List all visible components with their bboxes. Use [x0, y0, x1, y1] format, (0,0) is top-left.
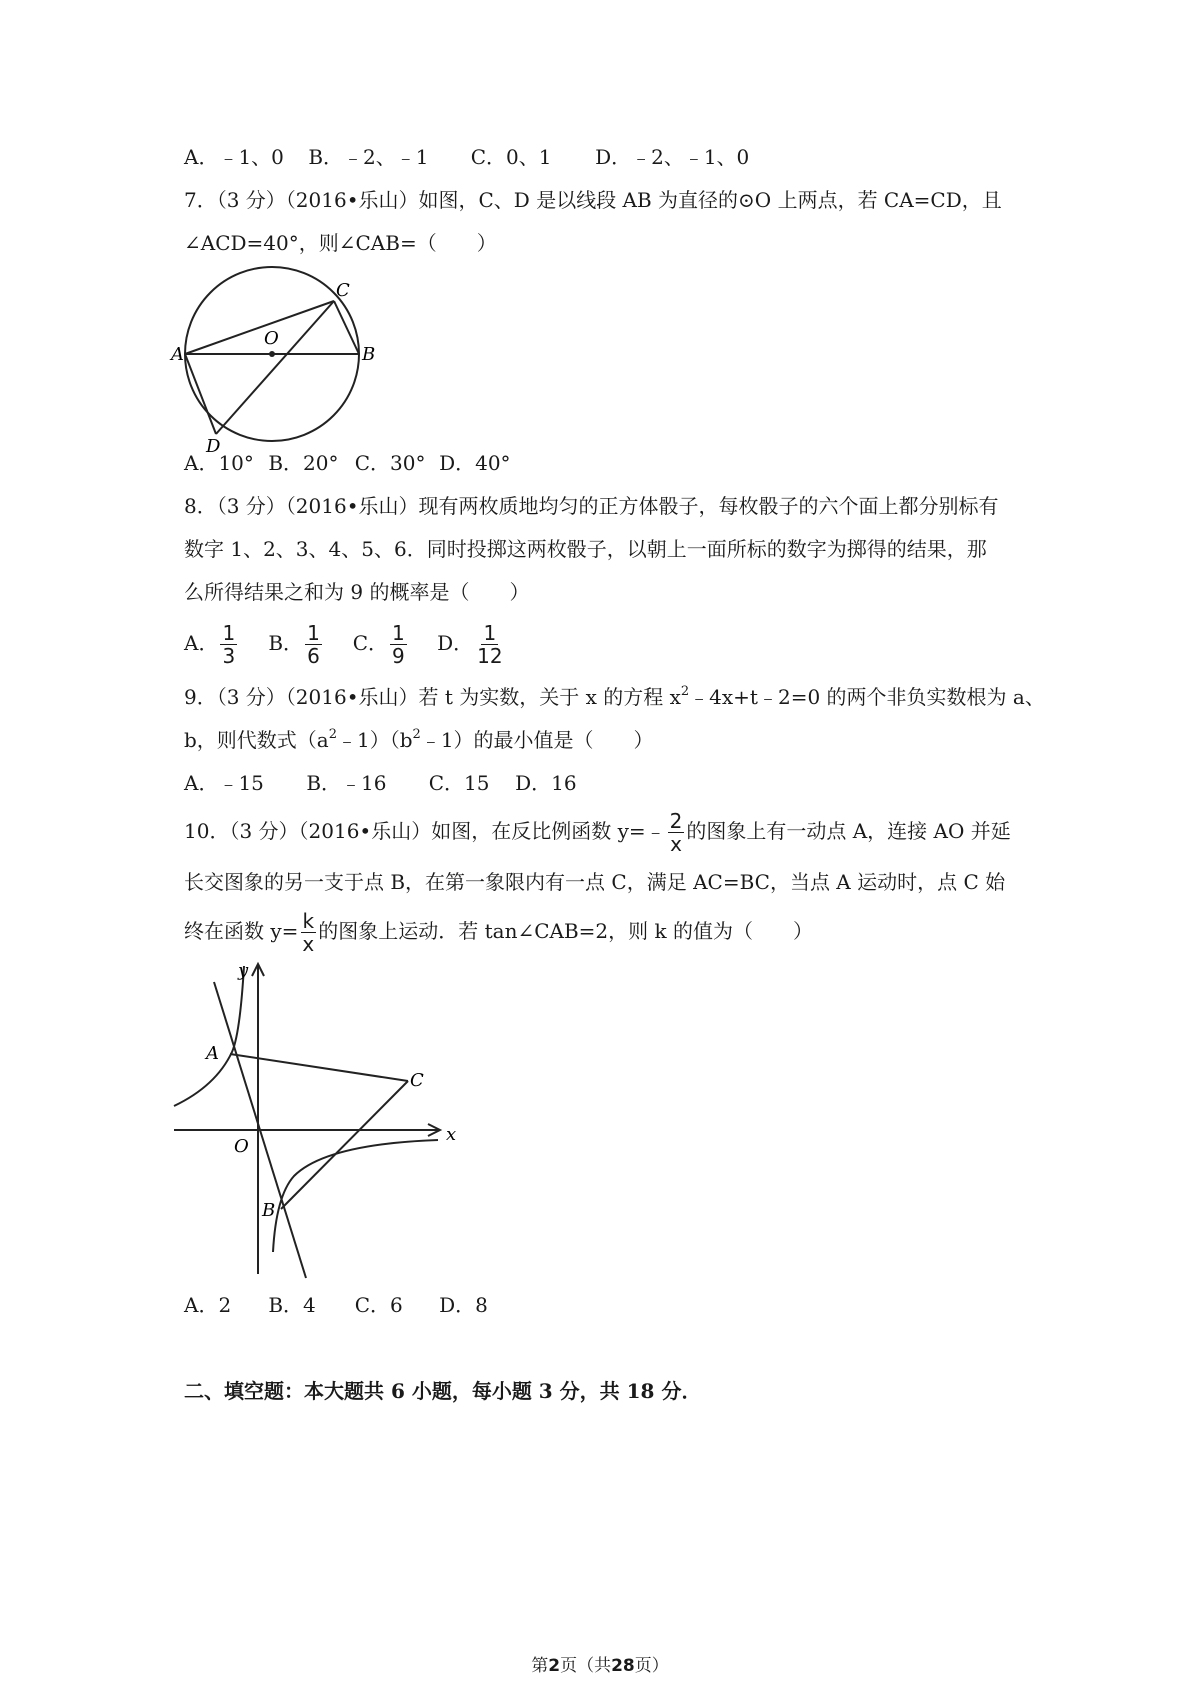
- q9-option-b: B．﹣16: [306, 771, 387, 795]
- q8-options: [184, 620, 507, 667]
- q10-option-c: C．6: [354, 1293, 403, 1317]
- q9-options: [184, 769, 577, 797]
- q10-stem-line1: 10．（3 分）（2016•乐山）如图，在反比例函数 y=﹣ $\frac{2}{x}$ 的图象上有一动点 A，连接 AO 并延: [184, 809, 1011, 856]
- q9-stem-line2: b，则代数式$(a^2﹣1)(b^2﹣1)$的最小值是（ ）: [184, 727, 654, 752]
- q7-stem-line2: ∠ACD=40°，则∠CAB=（ ）: [184, 231, 497, 255]
- q9-stem-line1: 9．（3 分）（2016•乐山）若 t 为实数，关于 x 的方程 $x^2﹣4x+t﹣2=0$ 的两个非负实数根为 a、: [184, 684, 1045, 709]
- q7-options: [184, 449, 511, 477]
- section2-heading: 二、填空题：本大题共 6 小题，每小题 3 分，共 18 分．: [184, 1379, 702, 1403]
- q8-option-c: C． $\frac{1}{9}$: [352, 621, 405, 668]
- q8-stem-line3: 么所得结果之和为 9 的概率是（ ）: [184, 580, 530, 604]
- total-pages: 28: [611, 1656, 635, 1676]
- label-o: O: [234, 1136, 249, 1157]
- q9-option-d: D．16: [515, 771, 577, 795]
- center-point-o: [269, 351, 275, 357]
- q10-stem-line3: 终在函数 y= $\frac{k}{x}$ 的图象上运动．若 tan∠CAB=2，则 k 的值为（ ）: [184, 909, 813, 956]
- q6-option-c: C．0、1: [470, 145, 552, 169]
- q9-option-c: C．15: [428, 771, 490, 795]
- label-b: B: [362, 344, 376, 365]
- q7-stem-line1: 7．（3 分）（2016•乐山）如图，C、D 是以线段 AB 为直径的⊙O 上两点，若 CA=CD，且: [184, 188, 1002, 212]
- segment-bc: [281, 1081, 408, 1209]
- label-a: A: [171, 344, 184, 365]
- page-number: 2: [548, 1656, 561, 1676]
- q9-option-a: A．﹣15: [184, 771, 264, 795]
- label-b: B: [262, 1200, 276, 1221]
- label-d: D: [206, 436, 221, 457]
- curve-neg-lower: [273, 1140, 438, 1252]
- q8-option-d: D． $\frac{1}{12}$: [437, 621, 503, 668]
- label-y: y: [238, 960, 249, 981]
- segment-ac: [230, 1054, 408, 1081]
- q10-option-d: D．8: [439, 1293, 488, 1317]
- q6-option-d: D．﹣2、﹣1、0: [595, 145, 750, 169]
- q10-option-a: A．2: [184, 1293, 232, 1317]
- label-o: O: [264, 328, 279, 349]
- q10-stem-line2: 长交图象的另一支于点 B，在第一象限内有一点 C，满足 AC=BC，当点 A 运动时，点 C 始: [184, 870, 1006, 894]
- label-a: A: [206, 1043, 219, 1064]
- chord-ad: [185, 354, 216, 434]
- q7-option-a: A．10°: [184, 451, 254, 475]
- q7-option-c: C．30°: [354, 451, 426, 475]
- q10-options: [184, 1291, 488, 1319]
- q8-option-b: B． $\frac{1}{6}$: [268, 621, 320, 668]
- page-footer: 第2页（共28页）: [531, 1656, 669, 1676]
- q6-options: [184, 143, 749, 171]
- label-c: C: [336, 280, 350, 301]
- label-c: C: [410, 1070, 424, 1091]
- q6-option-b: B．﹣2、﹣1: [308, 145, 429, 169]
- curve-neg-upper: [174, 966, 244, 1106]
- q7-option-d: D．40°: [439, 451, 511, 475]
- q7-circle-figure: [171, 266, 406, 457]
- q6-option-a: A．﹣1、0: [184, 145, 284, 169]
- q8-stem-line1: 8．（3 分）（2016•乐山）现有两枚质地均匀的正方体骰子，每枚骰子的六个面上都分别标有: [184, 494, 999, 518]
- label-x: x: [446, 1124, 457, 1145]
- q10-option-b: B．4: [268, 1293, 316, 1317]
- q8-option-a: A． $\frac{1}{3}$: [184, 621, 236, 668]
- q8-stem-line2: 数字 1、2、3、4、5、6．同时投掷这两枚骰子，以朝上一面所标的数字为掷得的结果，那: [184, 537, 987, 561]
- q10-hyperbola-figure: [176, 956, 476, 1286]
- q7-option-b: B．20°: [268, 451, 339, 475]
